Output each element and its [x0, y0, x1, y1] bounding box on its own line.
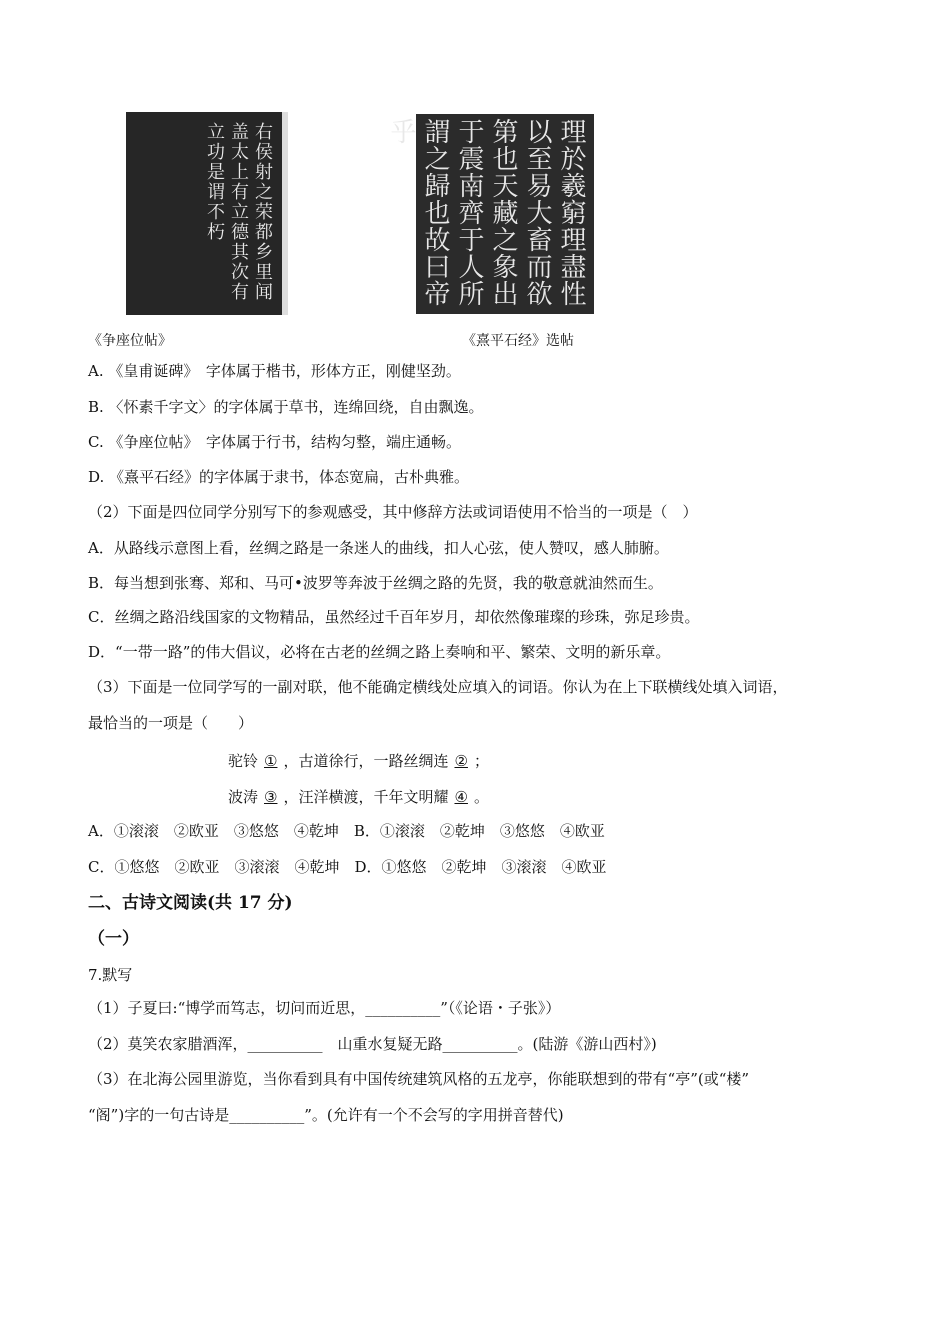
section-title: 二、古诗文阅读(共 17 分) — [88, 893, 293, 913]
q6-2-stem: （2）下面是四位同学分别写下的参观感受，其中修辞方法或词语使用不恰当的一项是（ ） — [88, 503, 698, 521]
calligraphy-glyphs: 右侯射之荣都乡里闻盖太上有立德其次有立功是谓不朽 — [204, 122, 273, 302]
couplet-text: ，汪洋横渡，千年文明耀 — [283, 788, 449, 806]
q6-1-option-d: D. 《熹平石经》的字体属于隶书，体态宽扁，古朴典雅。 — [88, 468, 470, 486]
blank-4: ④ — [454, 788, 468, 806]
q7-2: （2）莫笑农家腊酒浑，__________ 山重水复疑无路__________。(陆游《游山西村》) — [88, 1035, 657, 1053]
subsection-title: （一） — [88, 929, 139, 949]
q6-2-option-c: C．丝绸之路沿线国家的文物精品，虽然经过千百年岁月，却依然像璀璨的珍珠，弥足珍贵。 — [88, 608, 700, 626]
couplet-text: ，古道徐行，一路丝绸连 — [283, 752, 449, 770]
q7-3: （3）在北海公园里游览，当你看到具有中国传统建筑风格的五龙亭，你能联想到的带有“亭”(或“楼” — [88, 1070, 750, 1088]
couplet-text: 波涛 — [228, 788, 259, 806]
couplet-text: ； — [473, 752, 489, 770]
q6-1-option-c: C. 《争座位帖》 字体属于行书，结构匀整，端庄通畅。 — [88, 433, 461, 451]
q6-2-option-b: B．每当想到张骞、郑和、马可•波罗等奔波于丝绸之路的先贤，我的敬意就油然而生。 — [88, 574, 663, 592]
q7-3-cont: “阁”)字的一句古诗是__________”。(允许有一个不会写的字用拼音替代) — [88, 1106, 564, 1124]
q6-2-option-a: A．从路线示意图上看，丝绸之路是一条迷人的曲线，扣人心弦，使人赞叹，感人肺腑。 — [88, 539, 669, 557]
couplet-lower — [228, 786, 489, 807]
calligraphy-image-xiping — [386, 114, 594, 314]
q6-3-stem: （3）下面是一位同学写的一副对联，他不能确定横线处应填入的词语。你认为在上下联横线处填入词语， — [88, 678, 788, 696]
couplet-text: 驼铃 — [228, 752, 259, 770]
blank-1: ① — [264, 752, 278, 770]
calligraphy-image-zhengzuowei — [126, 112, 288, 315]
q6-3-options-ab: A．①滚滚 ②欧亚 ③悠悠 ④乾坤 B．①滚滚 ②乾坤 ③悠悠 ④欧亚 — [88, 822, 605, 840]
q6-3-options-cd: C．①悠悠 ②欧亚 ③滚滚 ④乾坤 D．①悠悠 ②乾坤 ③滚滚 ④欧亚 — [88, 858, 607, 876]
blank-2: ② — [454, 752, 468, 770]
blank-3: ③ — [264, 788, 278, 806]
caption-right: 《熹平石经》选帖 — [462, 333, 574, 349]
q7-1: （1）子夏曰:“博学而笃志，切问而近思，__________”（《论语・子张》） — [88, 999, 561, 1017]
q6-2-option-d: D．“一带一路”的伟大倡议，必将在古老的丝绸之路上奏响和平、繁荣、文明的新乐章。 — [88, 643, 671, 661]
q6-1-option-b: B. 〈怀素千字文〉的字体属于草书，连绵回绕，自由飘逸。 — [88, 398, 484, 416]
couplet-text: 。 — [473, 788, 489, 806]
q7-title: 7.默写 — [88, 966, 133, 984]
q6-1-option-a: A. 《皇甫诞碑》 字体属于楷书，形体方正，刚健坚劲。 — [88, 362, 461, 380]
q6-3-stem-cont: 最恰当的一项是（ ） — [88, 714, 254, 732]
caption-left: 《争座位帖》 — [88, 333, 172, 349]
stone-inscription-glyphs: 理於羲窮理盡性以至易大畜而欲第也天藏之象出于震南齊于人所謂之歸也故曰帝乎 — [386, 118, 586, 307]
couplet-upper — [228, 750, 489, 771]
